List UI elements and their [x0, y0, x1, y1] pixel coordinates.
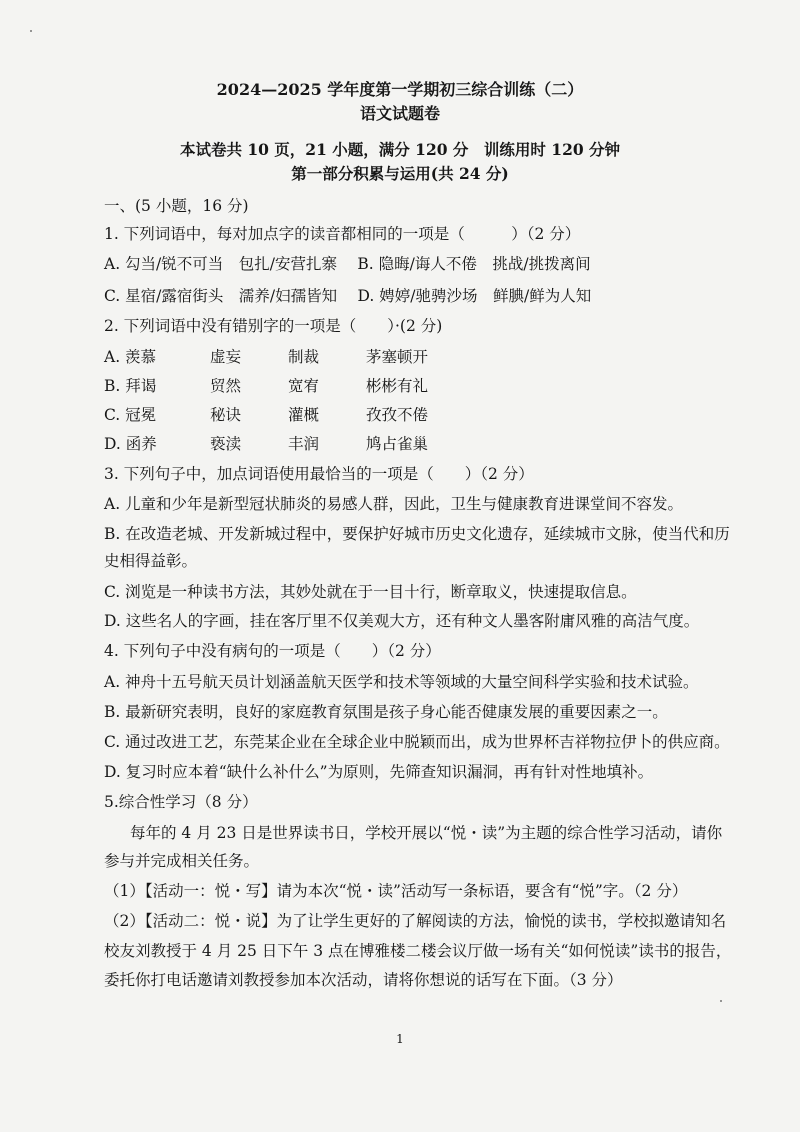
- part-heading: 第一部分积累与运用(共 24 分): [291, 164, 509, 183]
- question-1-options-ab: A. 勾当/锐不可当 包扎/安营扎寨 B. 隐晦/诲人不倦 挑战/挑拨离间: [104, 255, 591, 273]
- question-5-intro: 每年的 4 月 23 日是世界读书日，学校开展以“悦・读”为主题的综合性学习活动，请你: [130, 824, 723, 842]
- question-4-option-c: C. 通过改进工艺，东莞某企业在全球企业中脱颖而出，成为世界杯吉祥物拉伊卜的供应商。: [104, 733, 730, 751]
- option-word: 彬彬有礼: [366, 377, 429, 395]
- option-word: 制裁: [288, 348, 320, 366]
- question-3-option-b: B. 在改造老城、开发新城过程中，要保护好城市历史文化遗存，延续城市文脉，使当代和历: [104, 525, 730, 543]
- question-1-stem: 1. 下列词语中，每对加点字的读音都相同的一项是（ ）（2 分）: [104, 225, 581, 243]
- question-4-option-d: D. 复习时应本着“缺什么补什么”为原则，先筛查知识漏洞，再有针对性地填补。: [104, 763, 654, 781]
- option-word: 灌概: [288, 406, 320, 424]
- question-4-stem: 4. 下列句子中没有病句的一项是（ ）（2 分）: [104, 642, 441, 660]
- question-4-option-b: B. 最新研究表明，良好的家庭教育氛围是孩子身心能否健康发展的重要因素之一。: [104, 703, 668, 721]
- option-word: 丰润: [288, 435, 320, 453]
- scan-speck: [30, 30, 32, 32]
- option-word: A. 羡慕: [104, 348, 157, 366]
- question-1-options-cd: C. 星宿/露宿街头 濡养/妇孺皆知 D. 娉婷/驰骋沙场 鲜腆/鲜为人知: [104, 287, 592, 305]
- question-5-task-2-end: 委托你打电话邀请刘教授参加本次活动，请将你想说的话写在下面。（3 分）: [104, 971, 623, 989]
- section-heading: 一、(5 小题，16 分): [104, 197, 249, 215]
- option-word: 亵渎: [210, 435, 242, 453]
- question-5-stem: 5.综合性学习（8 分）: [104, 793, 258, 811]
- question-3-option-b-cont: 史相得益彰。: [104, 552, 198, 570]
- question-3-stem: 3. 下列句子中，加点词语使用最恰当的一项是（ ）（2 分）: [104, 465, 534, 483]
- question-5-intro-cont: 参与并完成相关任务。: [104, 852, 260, 870]
- option-word: D. 函养: [104, 435, 157, 453]
- question-4-option-a: A. 神舟十五号航天员计划涵盖航天医学和技术等领域的大量空间科学实验和技术试验。: [104, 673, 699, 691]
- exam-subtitle: 语文试题卷: [359, 104, 440, 123]
- question-3-option-c: C. 浏览是一种读书方法，其妙处就在于一目十行，断章取义，快速提取信息。: [104, 583, 637, 601]
- option-word: 秘诀: [210, 406, 242, 424]
- option-word: 孜孜不倦: [366, 406, 429, 424]
- option-word: 虚妄: [210, 348, 242, 366]
- option-word: 宽宥: [288, 377, 320, 395]
- question-5-task-1: （1）【活动一：悦・写】请为本次“悦・读”活动写一条标语，要含有“悦”字。（2 分）: [104, 882, 688, 900]
- exam-info: 本试卷共 10 页，21 小题，满分 120 分 训练用时 120 分钟: [179, 140, 621, 159]
- scan-speck: [720, 1000, 722, 1002]
- question-3-option-d: D. 这些名人的字画，挂在客厅里不仅美观大方，还有种文人墨客附庸风雅的高洁气度。: [104, 612, 700, 630]
- option-word: 茅塞顿开: [366, 348, 429, 366]
- question-5-task-2-cont: 校友刘教授于 4 月 25 日下午 3 点在博雅楼二楼会议厅做一场有关“如何悦读”读书的报告，: [104, 942, 732, 960]
- option-word: 鸠占雀巢: [366, 435, 429, 453]
- question-3-option-a: A. 儿童和少年是新型冠状肺炎的易感人群，因此，卫生与健康教育进课堂间不容发。: [104, 495, 684, 513]
- option-word: B. 拜谒: [104, 377, 157, 395]
- question-2-stem: 2. 下列词语中没有错别字的一项是（ ）·(2 分): [104, 317, 443, 335]
- page-number: 1: [396, 1032, 404, 1046]
- question-5-task-2: （2）【活动二：悦・说】为了让学生更好的了解阅读的方法，愉悦的读书，学校拟邀请知名: [104, 912, 727, 930]
- option-word: C. 冠冕: [104, 406, 157, 424]
- exam-title: 2024—2025 学年度第一学期初三综合训练（二）: [216, 80, 584, 99]
- option-word: 贸然: [210, 377, 242, 395]
